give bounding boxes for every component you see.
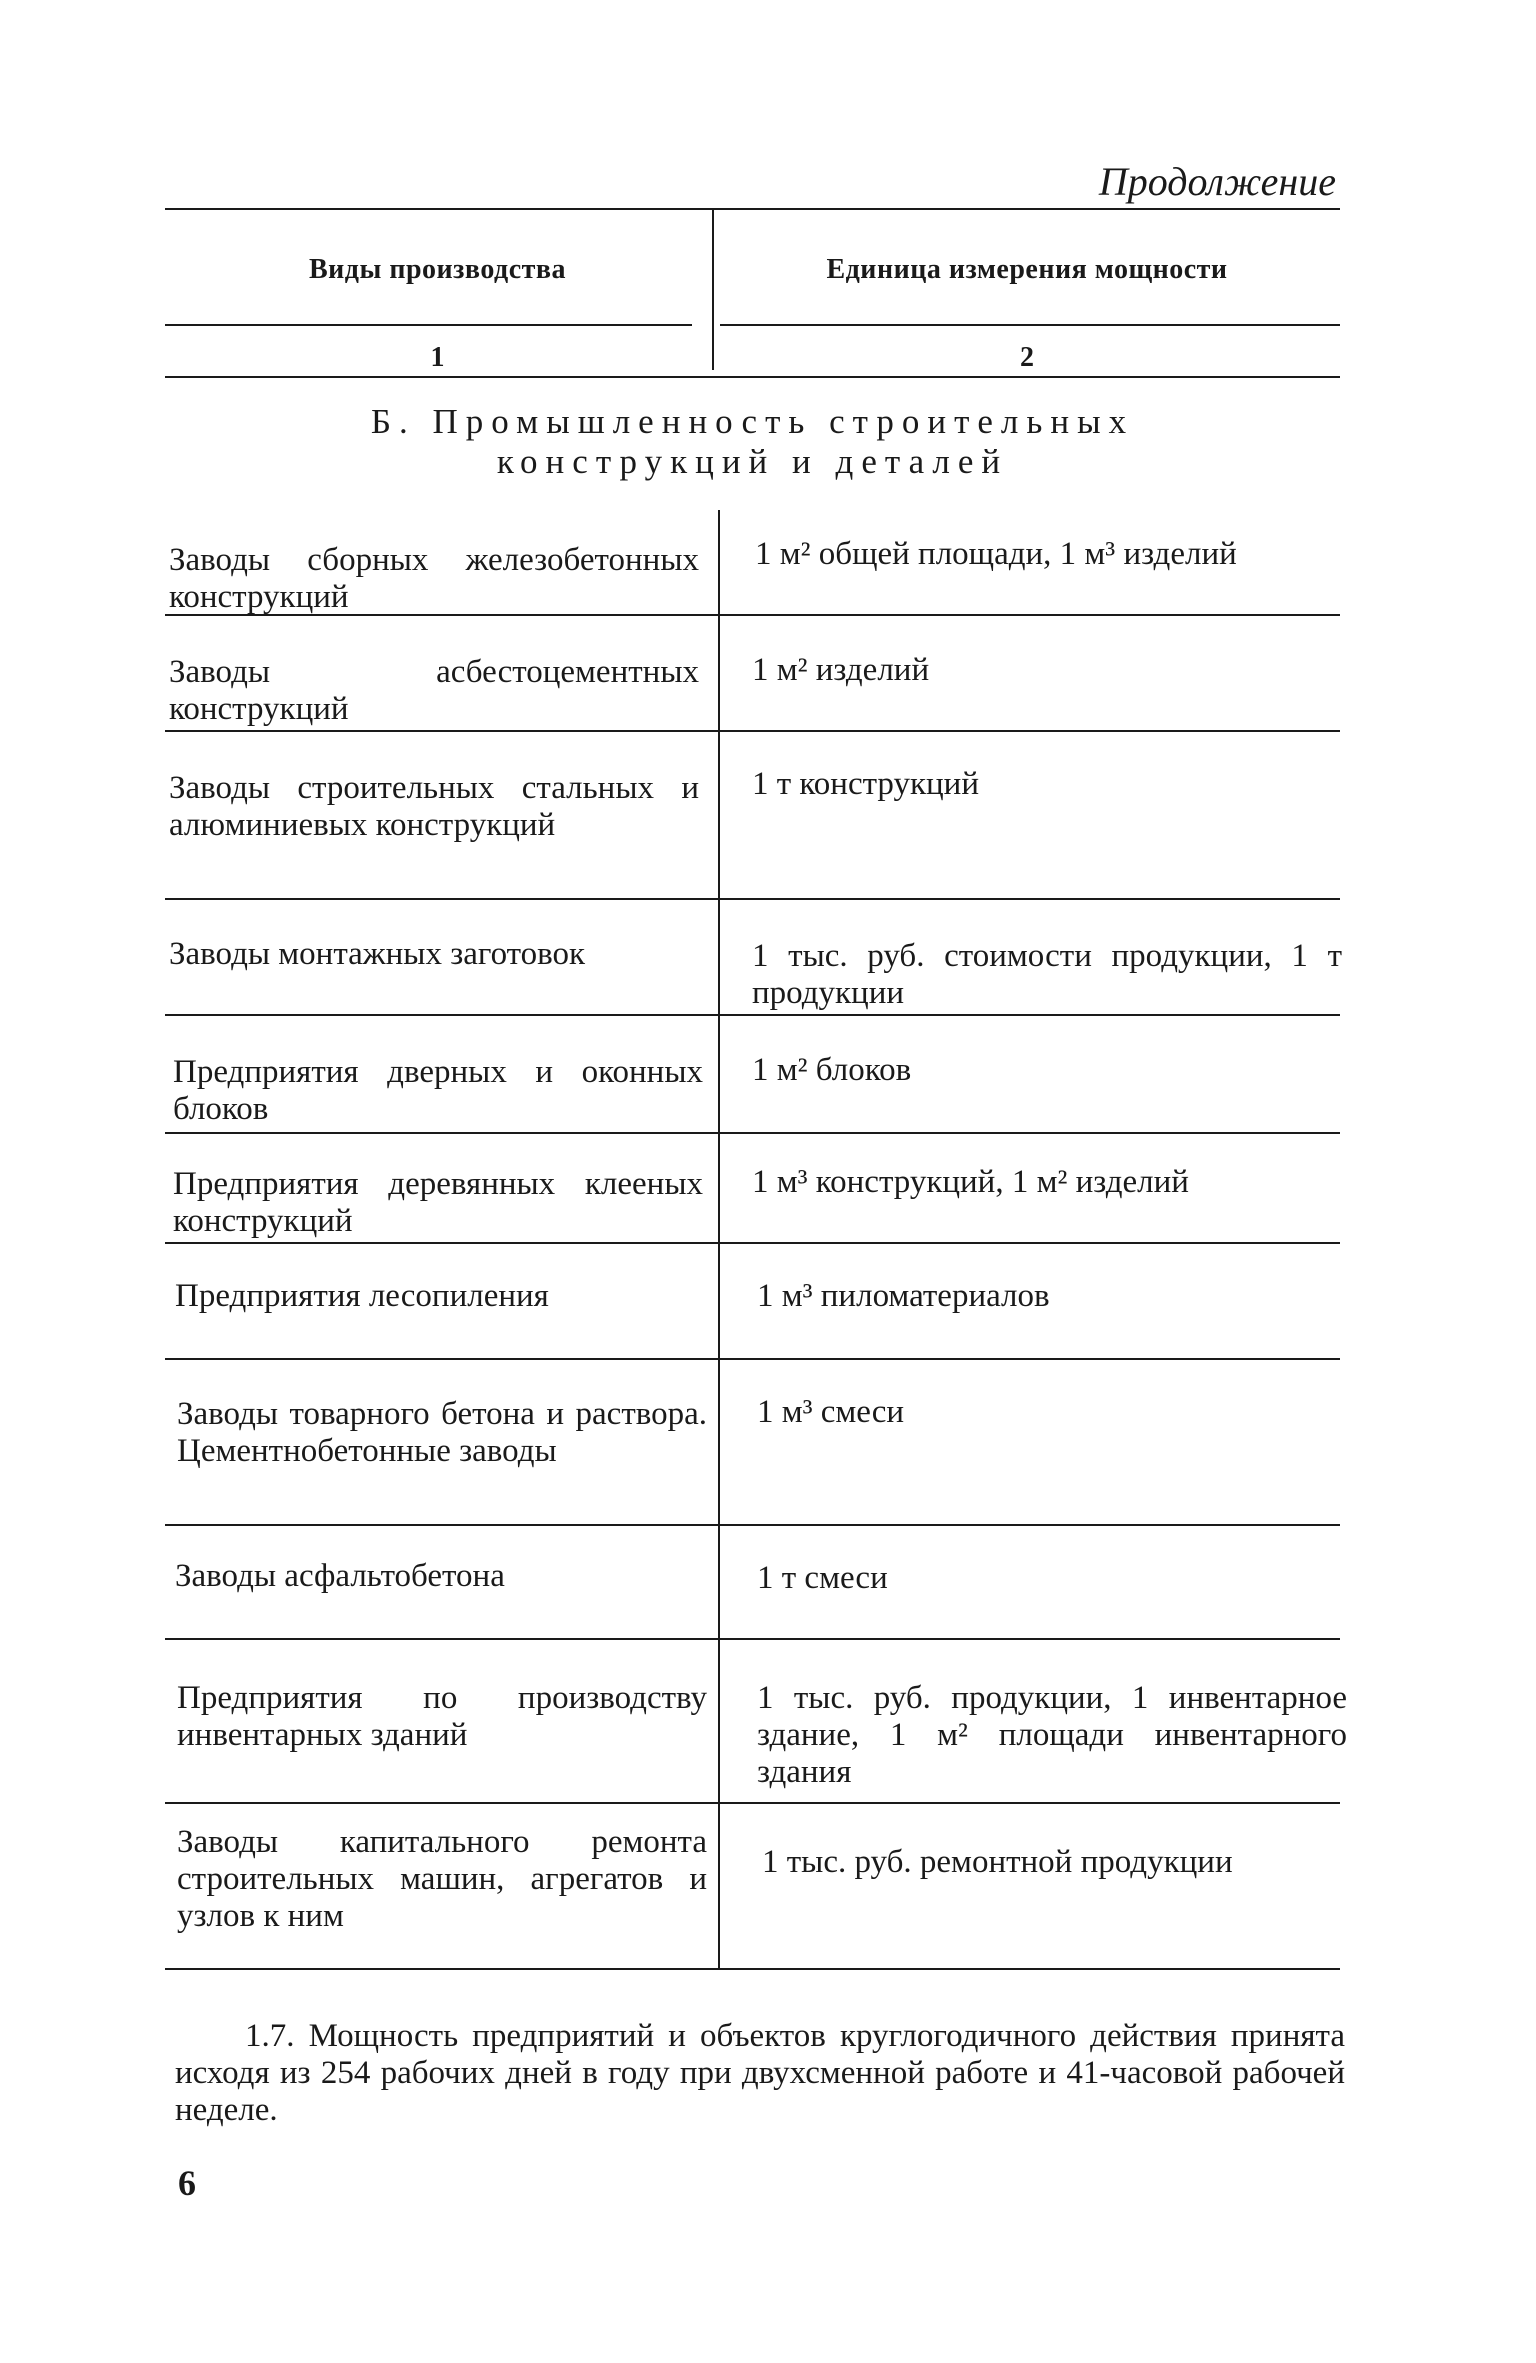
capacity-unit-cell: 1 м² общей площади, 1 м³ изделий — [755, 536, 1237, 572]
production-type-cell: Заводы сборных железобетонных конструкций — [169, 542, 699, 615]
section-title-line-1: Б. Промышленность строительных — [370, 402, 1135, 441]
column-divider — [718, 898, 720, 1016]
column-divider — [718, 1802, 720, 1970]
column-divider — [718, 614, 720, 732]
column-divider — [718, 1638, 720, 1804]
paragraph-1-7: 1.7. Мощность предприятий и объектов круглогодичного действия принята исходя из 254 рабочих дней в году при двухсменной работе и 41-часовой рабочей неделе. — [175, 2018, 1345, 2128]
column-divider — [718, 510, 720, 616]
production-type-cell: Заводы асбестоцементных конструкций — [169, 654, 699, 727]
capacity-unit-cell: 1 м² блоков — [752, 1052, 912, 1088]
column-number-2: 2 — [1020, 342, 1034, 373]
capacity-unit-cell: 1 тыс. руб. ремонтной продукции — [762, 1844, 1233, 1880]
capacity-unit-cell: 1 м³ пиломатериалов — [757, 1278, 1050, 1314]
row-rule — [165, 1802, 1340, 1804]
production-type-cell: Предприятия деревянных клееных конструкций — [173, 1166, 703, 1239]
column-divider — [718, 1014, 720, 1134]
row-rule — [165, 1524, 1340, 1526]
capacity-unit-cell: 1 м³ конструкций, 1 м² изделий — [752, 1164, 1189, 1200]
capacity-unit-cell: 1 м² изделий — [752, 652, 930, 688]
row-rule — [165, 1968, 1340, 1970]
header-mid-rule-left — [165, 324, 692, 326]
capacity-unit-cell: 1 т конструкций — [752, 766, 979, 802]
production-type-cell: Заводы товарного бетона и раствора. Цементнобетонные заводы — [177, 1396, 707, 1469]
capacity-unit-cell: 1 тыс. руб. стоимости продукции, 1 т продукции — [752, 938, 1342, 1011]
capacity-unit-cell: 1 т смеси — [757, 1560, 888, 1596]
row-rule — [165, 1242, 1340, 1244]
header-top-rule — [165, 208, 1340, 210]
production-type-cell: Заводы монтажных заготовок — [169, 936, 586, 972]
section-title-line-2: конструкций и деталей — [496, 442, 1009, 481]
row-rule — [165, 1014, 1340, 1016]
section-title — [165, 402, 1340, 482]
column-divider — [718, 730, 720, 900]
row-rule — [165, 1132, 1340, 1134]
production-type-cell: Предприятия дверных и оконных блоков — [173, 1054, 703, 1127]
column-divider — [718, 1132, 720, 1244]
row-rule — [165, 614, 1340, 616]
capacity-unit-cell: 1 тыс. руб. продукции, 1 инвентарное здание, 1 м² площади инвентарного здания — [757, 1680, 1347, 1790]
continuation-label: Продолжение — [1098, 159, 1336, 204]
header-bottom-rule — [165, 376, 1340, 378]
header-column-production-types: Виды производства — [308, 254, 566, 285]
header-mid-rule-right — [720, 324, 1340, 326]
column-divider — [718, 1524, 720, 1640]
row-rule — [165, 898, 1340, 900]
production-type-cell: Заводы асфальтобетона — [175, 1558, 505, 1594]
production-type-cell: Заводы строительных стальных и алюминиевых конструкций — [169, 770, 699, 843]
row-rule — [165, 1638, 1340, 1640]
row-rule — [165, 1358, 1340, 1360]
column-divider — [718, 1358, 720, 1526]
column-number-1: 1 — [430, 342, 445, 373]
row-rule — [165, 730, 1340, 732]
page-number: 6 — [178, 2163, 196, 2203]
capacity-unit-cell: 1 м³ смеси — [757, 1394, 905, 1430]
column-divider — [718, 1242, 720, 1360]
production-type-cell: Заводы капитального ремонта строительных машин, агрегатов и узлов к ним — [177, 1824, 707, 1934]
production-type-cell: Предприятия лесопиления — [175, 1278, 549, 1314]
header-column-capacity-unit: Единица измерения мощности — [826, 254, 1228, 285]
production-type-cell: Предприятия по производству инвентарных зданий — [177, 1680, 707, 1753]
